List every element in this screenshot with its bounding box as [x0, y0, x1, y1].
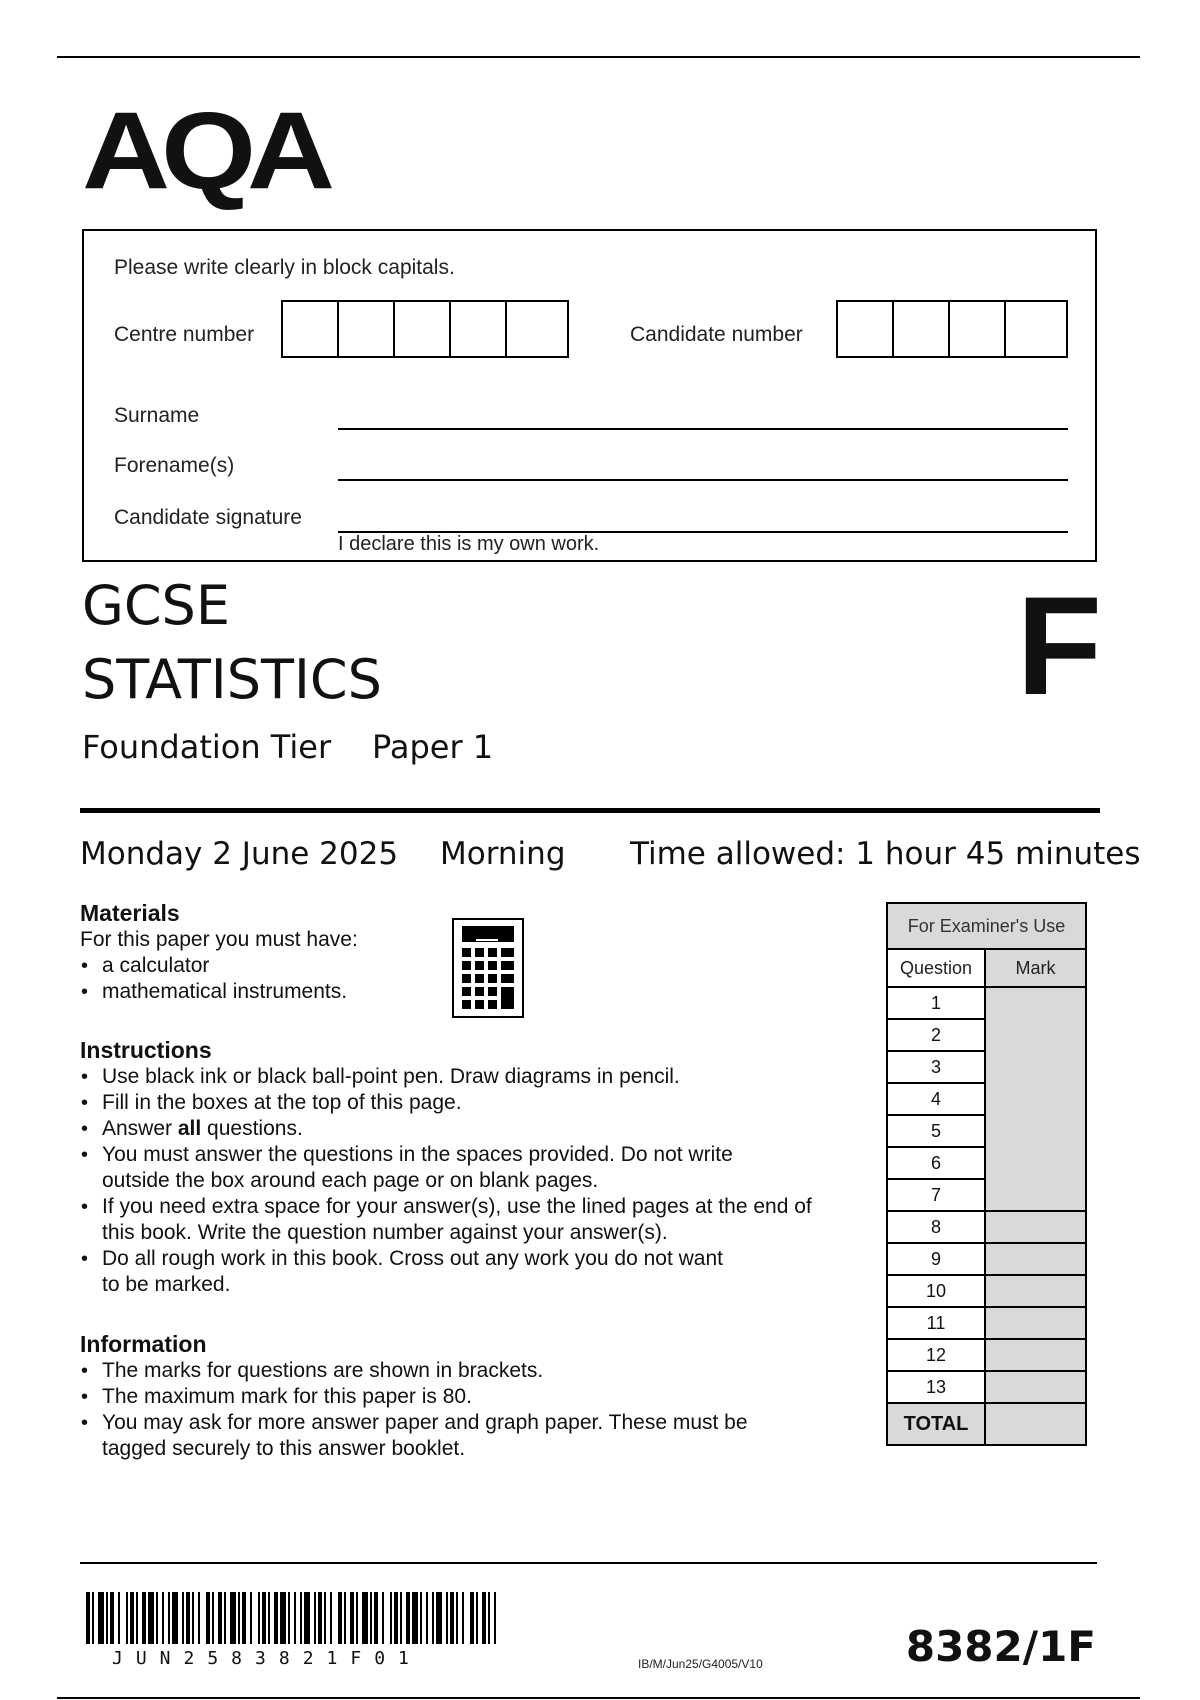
- candidate-number-label: Candidate number: [630, 323, 803, 346]
- instruction-item: • Use black ink or black ball-point pen. Draw diagrams in pencil.: [80, 1064, 880, 1090]
- candidate-details-box: [82, 229, 1097, 562]
- information-item: • You may ask for more answer paper and graph paper. These must be tagged securely to this answer booklet.: [80, 1410, 880, 1462]
- barcode-text: JUN2583821F01: [112, 1648, 422, 1669]
- barcode-bar: [462, 1592, 464, 1644]
- candidate-number-boxes[interactable]: [836, 300, 1068, 358]
- mark-cell[interactable]: [985, 1019, 1086, 1051]
- surname-field[interactable]: [338, 428, 1068, 430]
- mark-cell[interactable]: [985, 1243, 1086, 1275]
- tier-label: Foundation Tier: [82, 728, 332, 766]
- question-number: 3: [887, 1051, 985, 1083]
- instruction-item: • Do all rough work in this book. Cross out any work you do not want to be marked.: [80, 1246, 880, 1298]
- mark-cell[interactable]: [985, 1083, 1086, 1115]
- barcode-bar: [262, 1592, 266, 1644]
- signature-label: Candidate signature: [114, 506, 302, 529]
- barcode-bar: [126, 1592, 128, 1644]
- instruction-item: • Answer all questions.: [80, 1116, 880, 1142]
- question-number: 2: [887, 1019, 985, 1051]
- materials-section: [80, 900, 460, 1005]
- surname-label: Surname: [114, 404, 200, 427]
- barcode-bar: [242, 1592, 246, 1644]
- barcode-bar: [218, 1592, 222, 1644]
- mark-cell[interactable]: [985, 1115, 1086, 1147]
- barcode-bar: [206, 1592, 210, 1644]
- question-number: 11: [887, 1307, 985, 1339]
- barcode-bar: [390, 1592, 392, 1644]
- barcode-bar: [168, 1592, 170, 1644]
- mark-cell[interactable]: [985, 1371, 1086, 1403]
- barcode-bar: [324, 1592, 326, 1644]
- forenames-field[interactable]: [338, 479, 1068, 481]
- barcode-bar: [406, 1592, 410, 1644]
- mark-column-header: Mark: [985, 949, 1086, 987]
- barcode-bar: [476, 1592, 478, 1644]
- mark-cell[interactable]: [985, 1211, 1086, 1243]
- materials-list: [80, 953, 460, 1005]
- question-number: 13: [887, 1371, 985, 1403]
- forenames-label: Forename(s): [114, 454, 235, 477]
- mark-cell[interactable]: [985, 1147, 1086, 1179]
- information-list: [80, 1358, 880, 1462]
- mark-cell[interactable]: [985, 1051, 1086, 1083]
- question-number: 12: [887, 1339, 985, 1371]
- centre-number-boxes[interactable]: [281, 300, 569, 358]
- mark-cell[interactable]: [985, 1307, 1086, 1339]
- barcode-bar: [250, 1592, 252, 1644]
- total-label: TOTAL: [887, 1403, 985, 1445]
- instruction-item: • Fill in the boxes at the top of this page.: [80, 1090, 880, 1116]
- barcode-bar: [192, 1592, 194, 1644]
- barcode-bar: [338, 1592, 342, 1644]
- barcode: [86, 1592, 498, 1652]
- barcode-bar: [224, 1592, 226, 1644]
- aqa-logo: AQA: [82, 89, 327, 213]
- question-number: 7: [887, 1179, 985, 1211]
- barcode-bar: [426, 1592, 428, 1644]
- barcode-bar: [172, 1592, 178, 1644]
- barcode-bar: [230, 1592, 236, 1644]
- instruction-item: • You must answer the questions in the spaces provided. Do not write outside the box around each page or on blank pages.: [80, 1142, 880, 1194]
- instructions-section: [80, 1037, 880, 1298]
- tier-letter: F: [1016, 567, 1102, 724]
- mark-cell[interactable]: [985, 1275, 1086, 1307]
- question-number: 1: [887, 987, 985, 1019]
- mark-cell[interactable]: [985, 1339, 1086, 1371]
- barcode-bar: [394, 1592, 398, 1644]
- barcode-bar: [494, 1592, 496, 1644]
- top-rule: [57, 56, 1140, 58]
- barcode-bar: [482, 1592, 486, 1644]
- information-item: • The maximum mark for this paper is 80.: [80, 1384, 880, 1410]
- question-number: 6: [887, 1147, 985, 1179]
- mark-cell[interactable]: [985, 987, 1086, 1019]
- instructions-heading: Instructions: [80, 1037, 212, 1063]
- barcode-bar: [130, 1592, 134, 1644]
- instructions-list: [80, 1064, 880, 1298]
- candidate-digit-box[interactable]: [1006, 302, 1062, 356]
- time-allowed: Time allowed: 1 hour 45 minutes: [630, 836, 1141, 872]
- candidate-digit-box[interactable]: [838, 302, 894, 356]
- barcode-bar: [98, 1592, 104, 1644]
- mark-cell[interactable]: [985, 1179, 1086, 1211]
- block-capitals-prompt: Please write clearly in block capitals.: [114, 256, 455, 279]
- barcode-bar: [288, 1592, 290, 1644]
- barcode-bar: [92, 1592, 94, 1644]
- barcode-bar: [86, 1592, 90, 1644]
- information-item: • The marks for questions are shown in brackets.: [80, 1358, 880, 1384]
- exam-date: Monday 2 June 2025: [80, 836, 399, 872]
- candidate-digit-box[interactable]: [950, 302, 1006, 356]
- information-heading: Information: [80, 1331, 207, 1357]
- materials-intro: For this paper you must have:: [80, 928, 358, 951]
- barcode-bar: [274, 1592, 278, 1644]
- barcode-bar: [446, 1592, 448, 1644]
- barcode-bar: [212, 1592, 214, 1644]
- barcode-bar: [148, 1592, 154, 1644]
- barcode-bar: [106, 1592, 108, 1644]
- barcode-bar: [488, 1592, 490, 1644]
- question-number: 10: [887, 1275, 985, 1307]
- barcode-bar: [314, 1592, 316, 1644]
- barcode-bar: [300, 1592, 302, 1644]
- materials-item: • a calculator: [80, 953, 460, 979]
- centre-digit-box[interactable]: [283, 302, 339, 356]
- declaration-text: I declare this is my own work.: [338, 533, 600, 555]
- barcode-bar: [330, 1592, 332, 1644]
- barcode-bar: [374, 1592, 378, 1644]
- question-number: 4: [887, 1083, 985, 1115]
- question-number: 9: [887, 1243, 985, 1275]
- materials-item: • mathematical instruments.: [80, 979, 460, 1005]
- barcode-bar: [142, 1592, 146, 1644]
- barcode-bar: [110, 1592, 114, 1644]
- candidate-digit-box[interactable]: [894, 302, 950, 356]
- paper-label: Paper 1: [372, 728, 494, 766]
- exam-session: Morning: [440, 836, 566, 872]
- barcode-bar: [182, 1592, 184, 1644]
- total-mark-cell[interactable]: [985, 1403, 1086, 1445]
- barcode-bar: [382, 1592, 384, 1644]
- barcode-bar: [344, 1592, 346, 1644]
- subject-title: STATISTICS: [82, 648, 382, 711]
- centre-digit-box[interactable]: [339, 302, 395, 356]
- barcode-bar: [356, 1592, 358, 1644]
- barcode-bar: [470, 1592, 474, 1644]
- calculator-icon: [452, 918, 524, 1018]
- barcode-bar: [350, 1592, 354, 1644]
- barcode-bar: [280, 1592, 286, 1644]
- barcode-bar: [370, 1592, 372, 1644]
- centre-digit-box[interactable]: [395, 302, 451, 356]
- barcode-bar: [420, 1592, 422, 1644]
- footer-rule: [80, 1562, 1097, 1564]
- barcode-bar: [156, 1592, 158, 1644]
- title-divider: [80, 808, 1100, 813]
- paper-code: 8382/1F: [905, 1622, 1096, 1671]
- question-number: 5: [887, 1115, 985, 1147]
- barcode-bar: [304, 1592, 310, 1644]
- question-number: 8: [887, 1211, 985, 1243]
- qualification-title: GCSE: [82, 574, 230, 637]
- barcode-bar: [432, 1592, 434, 1644]
- barcode-bar: [238, 1592, 240, 1644]
- barcode-bar: [162, 1592, 164, 1644]
- examiner-use-table: [886, 902, 1087, 1446]
- barcode-bar: [268, 1592, 270, 1644]
- centre-number-label: Centre number: [114, 323, 255, 346]
- barcode-bar: [436, 1592, 442, 1644]
- bottom-rule: [57, 1697, 1140, 1699]
- centre-digit-box[interactable]: [507, 302, 563, 356]
- instruction-item: • If you need extra space for your answer(s), use the lined pages at the end of this book. Write the question number against your answer(s).: [80, 1194, 880, 1246]
- barcode-bar: [456, 1592, 458, 1644]
- barcode-bar: [362, 1592, 368, 1644]
- barcode-bar: [412, 1592, 418, 1644]
- materials-heading: Materials: [80, 900, 180, 926]
- document-reference: IB/M/Jun25/G4005/V10: [638, 1657, 763, 1671]
- information-section: [80, 1331, 880, 1462]
- centre-digit-box[interactable]: [451, 302, 507, 356]
- barcode-bar: [400, 1592, 402, 1644]
- barcode-bar: [258, 1592, 260, 1644]
- barcode-bar: [198, 1592, 200, 1644]
- question-column-header: Question: [887, 949, 985, 987]
- barcode-bar: [186, 1592, 190, 1644]
- barcode-bar: [294, 1592, 296, 1644]
- barcode-bar: [450, 1592, 454, 1644]
- examiner-table-title: For Examiner's Use: [887, 903, 1086, 949]
- barcode-bar: [318, 1592, 322, 1644]
- barcode-bar: [118, 1592, 120, 1644]
- barcode-bar: [136, 1592, 138, 1644]
